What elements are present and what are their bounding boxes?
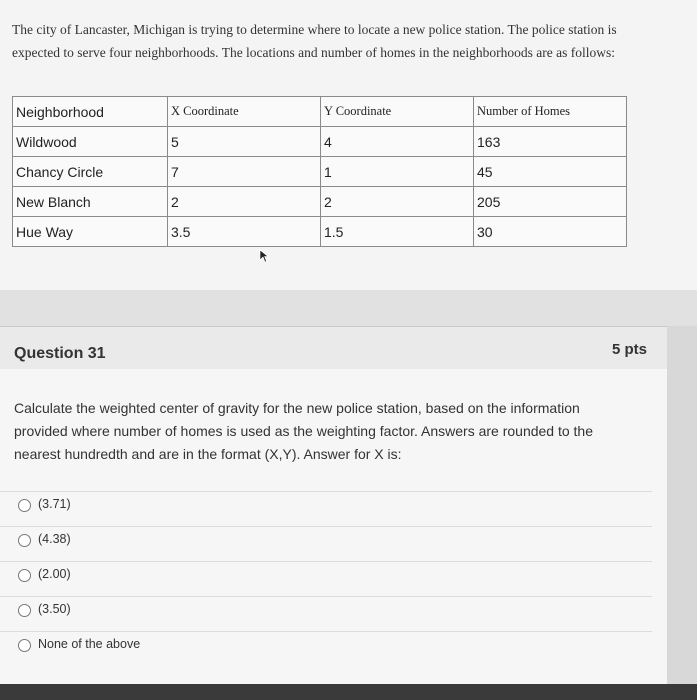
question-title: Question 31	[14, 345, 106, 362]
cell-x: 3.5	[168, 217, 321, 247]
answer-option-label: (2.00)	[38, 567, 71, 581]
cell-homes: 205	[474, 187, 627, 217]
table-row	[13, 157, 627, 187]
answer-option[interactable]	[0, 526, 652, 561]
answer-option-label: (3.71)	[38, 497, 71, 511]
cell-y: 4	[321, 127, 474, 157]
cell-y: 2	[321, 187, 474, 217]
table-row	[13, 217, 627, 247]
header-number-of-homes: Number of Homes	[474, 97, 627, 127]
answer-option[interactable]	[0, 596, 652, 631]
radio-button-icon[interactable]	[18, 604, 31, 617]
intro-text: The city of Lancaster, Michigan is trying to determine where to locate a new police station. The police station is expected to serve four neighborhoods. The locations and number of homes in the neighborhoods are as follows:	[12, 22, 617, 60]
cell-x: 2	[168, 187, 321, 217]
answer-option-label: None of the above	[38, 637, 141, 651]
page-margin	[667, 326, 697, 684]
answer-option[interactable]	[0, 631, 652, 666]
radio-button-icon[interactable]	[18, 499, 31, 512]
question-header	[0, 326, 667, 370]
table-row	[13, 127, 627, 157]
cell-homes: 163	[474, 127, 627, 157]
cell-neighborhood: Hue Way	[13, 217, 168, 247]
cell-homes: 30	[474, 217, 627, 247]
neighborhood-table	[12, 96, 627, 247]
question-body	[0, 369, 667, 684]
cell-y: 1.5	[321, 217, 474, 247]
cell-x: 5	[168, 127, 321, 157]
bottom-bar	[0, 684, 697, 700]
radio-button-icon[interactable]	[18, 639, 31, 652]
cell-x: 7	[168, 157, 321, 187]
header-y-coordinate: Y Coordinate	[321, 97, 474, 127]
answer-option[interactable]	[0, 561, 652, 596]
question-points: 5 pts	[611, 341, 647, 358]
radio-button-icon[interactable]	[18, 569, 31, 582]
cell-homes: 45	[474, 157, 627, 187]
question-text: Calculate the weighted center of gravity for the new police station, based on the information provided where number of homes is used as the weighting factor. Answers are rounded to the nearest hundredth and are in the format (X,Y). Answer for X is:	[14, 400, 594, 462]
cell-neighborhood: Chancy Circle	[13, 157, 168, 187]
section-divider	[0, 290, 697, 326]
cell-neighborhood: Wildwood	[13, 127, 168, 157]
radio-button-icon[interactable]	[18, 534, 31, 547]
header-x-coordinate: X Coordinate	[168, 97, 321, 127]
answer-option-label: (3.50)	[38, 602, 71, 616]
answer-option-label: (4.38)	[38, 532, 71, 546]
mouse-cursor-icon	[259, 249, 269, 263]
table-row	[13, 187, 627, 217]
cell-y: 1	[321, 157, 474, 187]
header-neighborhood: Neighborhood	[13, 97, 168, 127]
problem-panel	[0, 0, 697, 290]
table-header-row	[13, 97, 627, 127]
cell-neighborhood: New Blanch	[13, 187, 168, 217]
answer-option[interactable]	[0, 491, 652, 526]
